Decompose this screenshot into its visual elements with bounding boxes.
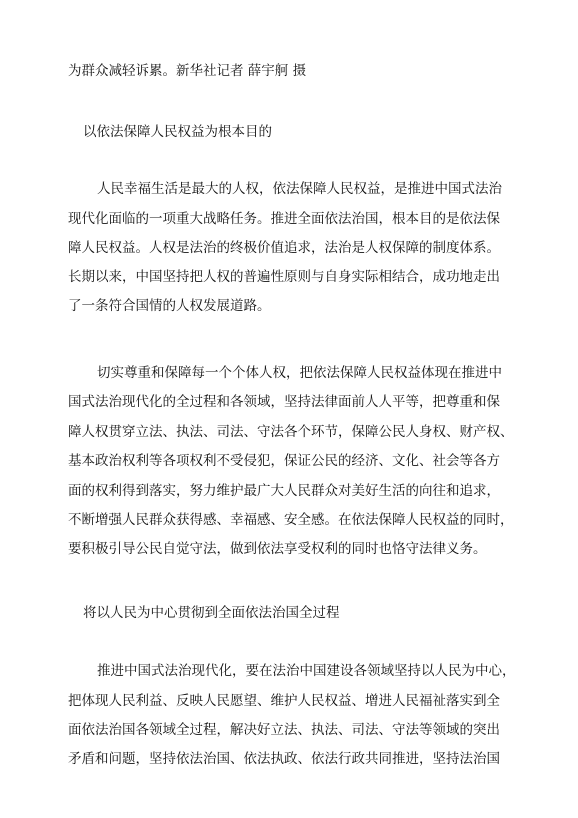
paragraph-line: 障人权贯穿立法、执法、司法、守法各个环节，保障公民人身权、财产权、: [68, 424, 514, 440]
paragraph-line: 不断增强人民群众获得感、幸福感、安全感。在依法保障人民权益的同时，: [68, 512, 514, 528]
section-heading-2: 将以人民为中心贯彻到全面依法治国全过程: [83, 605, 340, 621]
paragraph-line: 面依法治国各领域全过程，解决好立法、执法、司法、守法等领域的突出: [68, 722, 500, 738]
paragraph-line: 人民幸福生活是最大的人权，依法保障人民权益，是推进中国式法治: [97, 181, 502, 197]
paragraph-line: 了一条符合国情的人权发展道路。: [68, 298, 271, 314]
paragraph-line: 国式法治现代化的全过程和各领域，坚持法律面前人人平等，把尊重和保: [68, 394, 500, 410]
paragraph-line: 切实尊重和保障每一个个体人权，把依法保障人民权益体现在推进中: [97, 365, 502, 381]
paragraph-line: 基本政治权利等各项权利不受侵犯，保证公民的经济、文化、社会等各方: [68, 453, 500, 469]
paragraph-line: 障人民权益。人权是法治的终极价值追求，法治是人权保障的制度体系。: [68, 240, 500, 256]
photo-caption: 为群众减轻诉累。新华社记者 薛宇舸 摄: [68, 63, 307, 79]
paragraph-line: 长期以来，中国坚持把人权的普遍性原则与自身实际相结合，成功地走出: [68, 269, 500, 285]
paragraph-line: 要积极引导公民自觉守法，做到依法享受权利的同时也恪守法律义务。: [68, 541, 487, 557]
paragraph-line: 面的权利得到落实，努力维护最广大人民群众对美好生活的向往和追求，: [68, 483, 500, 499]
paragraph-line: 推进中国式法治现代化，要在法治中国建设各领域坚持以人民为中心，: [97, 663, 516, 679]
section-heading-1: 以依法保障人民权益为根本目的: [83, 124, 272, 140]
paragraph-line: 把体现人民利益、反映人民愿望、维护人民权益、增进人民福祉落实到全: [68, 693, 500, 709]
paragraph-line: 矛盾和问题，坚持依法治国、依法执政、依法行政共同推进，坚持法治国: [68, 751, 500, 767]
paragraph-line: 现代化面临的一项重大战略任务。推进全面依法治国，根本目的是依法保: [68, 211, 500, 227]
